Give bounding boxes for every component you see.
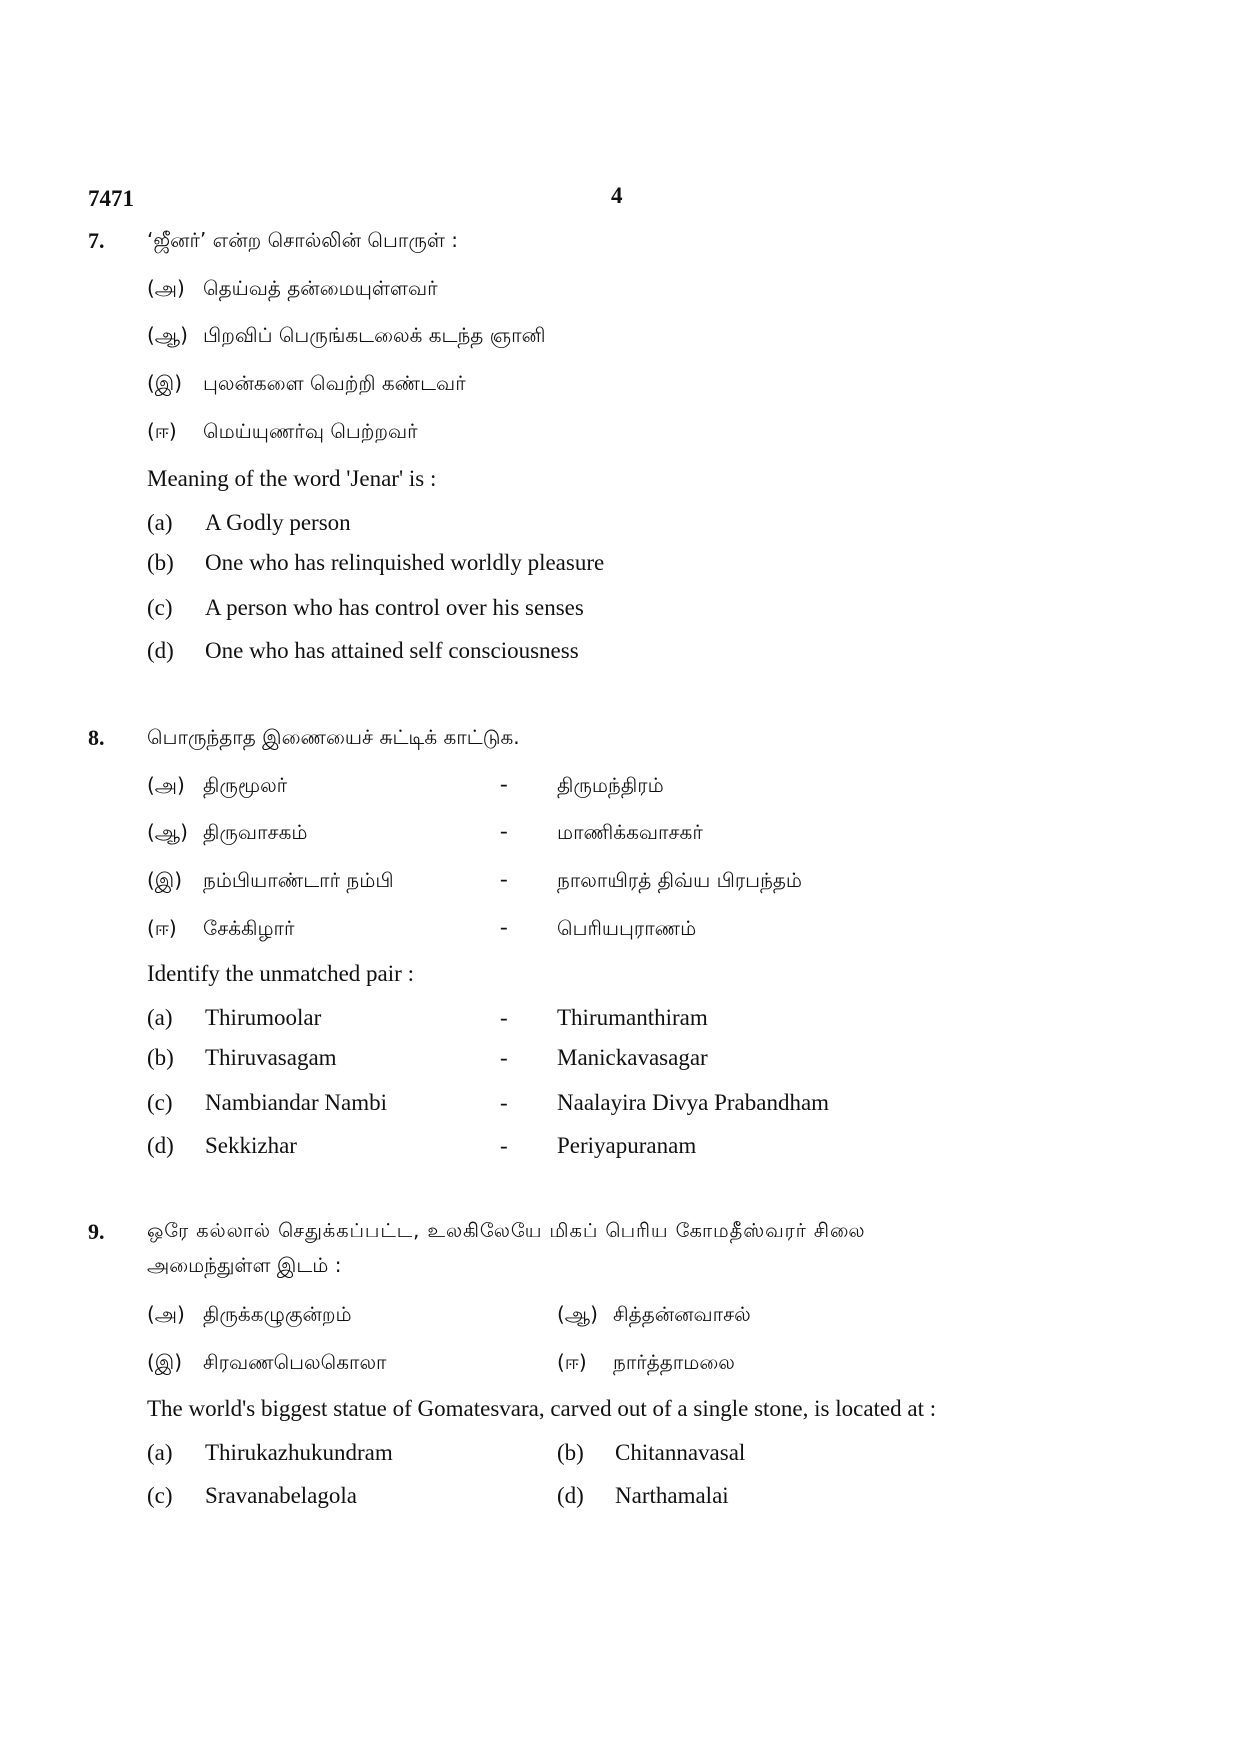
pair-right-tamil: மாணிக்கவாசகர் (557, 820, 703, 844)
pair-right: Thirumanthiram (557, 1005, 708, 1030)
pair-dash: - (500, 1090, 508, 1115)
paper-code: 7471 (88, 186, 134, 211)
option-label: (a) (147, 1440, 173, 1465)
pair-left: Thiruvasagam (205, 1045, 337, 1070)
pair-right-tamil: நாலாயிரத் திவ்ய பிரபந்தம் (557, 868, 803, 892)
option-text: Narthamalai (615, 1483, 729, 1508)
option-text-tamil: சித்தன்னவாசல் (613, 1302, 751, 1326)
option-text: One who has relinquished worldly pleasure (205, 550, 605, 575)
pair-label-tamil: (ஆ) (147, 820, 188, 844)
page-number: 4 (611, 183, 623, 208)
option-label: (c) (147, 595, 173, 620)
pair-label-tamil: (அ) (147, 773, 185, 797)
question-text-english: Meaning of the word 'Jenar' is : (147, 466, 437, 491)
question-number: 9. (88, 1219, 105, 1244)
pair-right: Naalayira Divya Prabandham (557, 1090, 830, 1115)
pair-label-tamil: (இ) (147, 868, 183, 892)
pair-left-tamil: நம்பியாண்டார் நம்பி (203, 868, 394, 892)
pair-right-tamil: பெரியபுராணம் (557, 916, 697, 940)
pair-label: (b) (147, 1045, 174, 1070)
option-text: A Godly person (205, 510, 351, 535)
pair-dash: - (500, 866, 508, 891)
pair-label: (d) (147, 1133, 174, 1158)
question-text-tamil: பொருந்தாத இணையைச் சுட்டிக் காட்டுக. (147, 725, 520, 749)
pair-label: (c) (147, 1090, 173, 1115)
option-label-tamil: (ஈ) (147, 419, 177, 443)
option-label: (c) (147, 1483, 173, 1508)
question-text-tamil: ‘ஜீனர்’ என்ற சொல்லின் பொருள் : (147, 228, 458, 252)
option-label-tamil: (இ) (147, 371, 183, 395)
pair-right: Manickavasagar (557, 1045, 708, 1070)
option-label: (d) (557, 1483, 584, 1508)
pair-dash: - (500, 1005, 508, 1030)
option-text-tamil: திருக்கழுகுன்றம் (203, 1302, 352, 1326)
option-text-tamil: நார்த்தாமலை (613, 1350, 735, 1374)
pair-dash: - (500, 1045, 508, 1070)
option-label: (d) (147, 638, 174, 663)
option-label: (a) (147, 510, 173, 535)
pair-left: Nambiandar Nambi (205, 1090, 388, 1115)
pair-right-tamil: திருமந்திரம் (557, 773, 664, 797)
pair-dash: - (500, 1133, 508, 1158)
option-text-tamil: தெய்வத் தன்மையுள்ளவர் (203, 276, 438, 300)
option-text-tamil: பிறவிப் பெருங்கடலைக் கடந்த ஞானி (203, 323, 546, 347)
pair-label: (a) (147, 1005, 173, 1030)
option-text: Thirukazhukundram (205, 1440, 393, 1465)
option-label: (b) (147, 550, 174, 575)
question-text-tamil-cont: அமைந்துள்ள இடம் : (147, 1253, 342, 1277)
pair-left: Sekkizhar (205, 1133, 297, 1158)
question-text-english: Identify the unmatched pair : (147, 961, 414, 986)
pair-dash: - (500, 771, 508, 796)
question-text-english: The world's biggest statue of Gomatesvara, carved out of a single stone, is located at : (147, 1396, 937, 1421)
pair-left-tamil: திருமூலர் (203, 773, 288, 797)
option-label-tamil: (அ) (147, 1302, 185, 1326)
option-label-tamil: (இ) (147, 1350, 183, 1374)
pair-left: Thirumoolar (205, 1005, 322, 1030)
pair-dash: - (500, 914, 508, 939)
option-text: A person who has control over his senses (205, 595, 584, 620)
question-text-tamil: ஒரே கல்லால் செதுக்கப்பட்ட, உலகிலேயே மிகப் பெரிய கோமதீஸ்வரர் சிலை (147, 1219, 866, 1242)
pair-left-tamil: திருவாசகம் (203, 820, 308, 844)
option-text-tamil: மெய்யுணர்வு பெற்றவர் (203, 419, 418, 443)
pair-right: Periyapuranam (557, 1133, 697, 1158)
pair-left-tamil: சேக்கிழார் (203, 916, 295, 940)
option-label: (b) (557, 1440, 584, 1465)
option-label-tamil: (ஆ) (147, 323, 188, 347)
option-text-tamil: சிரவணபெலகொலா (203, 1350, 387, 1374)
option-label-tamil: (ஆ) (557, 1302, 598, 1326)
option-label-tamil: (ஈ) (557, 1350, 587, 1374)
option-text: Chitannavasal (615, 1440, 746, 1465)
question-number: 7. (88, 228, 105, 253)
question-number: 8. (88, 725, 105, 750)
pair-dash: - (500, 818, 508, 843)
pair-label-tamil: (ஈ) (147, 916, 177, 940)
option-text: One who has attained self consciousness (205, 638, 579, 663)
option-text-tamil: புலன்களை வெற்றி கண்டவர் (203, 371, 466, 395)
option-text: Sravanabelagola (205, 1483, 357, 1508)
option-label-tamil: (அ) (147, 276, 185, 300)
